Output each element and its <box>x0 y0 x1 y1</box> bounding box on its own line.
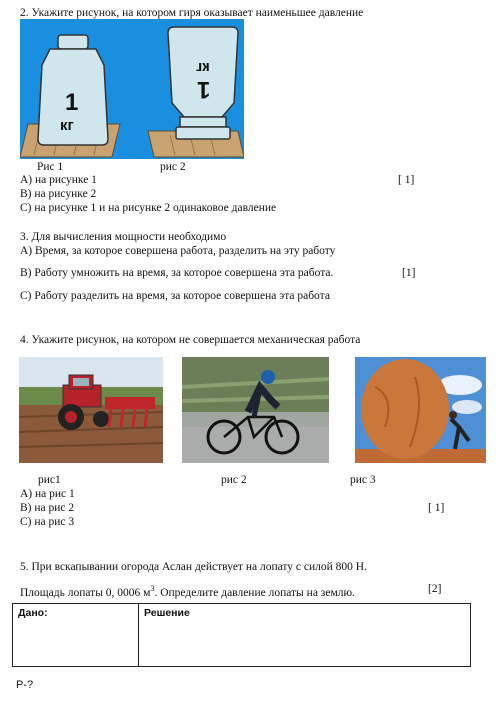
q3-option-b: В) Работу умножить на время, за которое совершена эта работа. <box>20 267 334 279</box>
given-label: Дано: <box>18 607 48 619</box>
answer-table <box>12 603 471 667</box>
tractor-photo <box>19 357 163 463</box>
weight2-unit: кг <box>196 59 210 76</box>
q4-caption-2: рис 2 <box>221 474 247 486</box>
q4-option-c: С) на рис 3 <box>20 516 75 528</box>
q4-caption-1: рис1 <box>38 474 61 486</box>
q5-line-1: 5. При вскапывании огорода Аслан действует на лопату с силой 800 Н. <box>20 561 367 573</box>
weights-figure <box>20 19 244 159</box>
solution-label: Решение <box>144 607 190 619</box>
given-cell[interactable] <box>13 604 139 667</box>
q3-title: 3. Для вычисления мощности необходимо <box>20 231 227 243</box>
weight2-mark: 1 <box>197 76 211 103</box>
q2-points: [ 1] <box>398 174 415 186</box>
cyclist-photo <box>182 357 329 463</box>
q4-points: [ 1] <box>428 502 445 514</box>
q5-question-text: . Определите давление лопаты на землю. <box>154 586 355 599</box>
q2-option-c: С) на рисунке 1 и на рисунке 2 одинаковое давление <box>20 202 277 214</box>
unknown-label: Р-? <box>16 679 34 691</box>
solution-cell[interactable] <box>139 604 471 667</box>
q4-caption-3: рис 3 <box>350 474 376 486</box>
weight1-mark: 1 <box>65 89 79 116</box>
q3-option-a: А) Время, за которое совершена работа, разделить на эту работу <box>20 245 336 257</box>
q4-option-b: В) на рис 2 <box>20 502 75 514</box>
q4-title: 4. Укажите рисунок, на котором не совершается механическая работа <box>20 334 361 346</box>
q4-option-a: А) на рис 1 <box>20 488 75 500</box>
q2-title: 2. Укажите рисунок, на котором гиря оказывает наименьшее давление <box>20 7 364 19</box>
q2-caption-1: Рис 1 <box>37 161 64 173</box>
q3-option-c: С) Работу разделить на время, за которое совершена эта работа <box>20 290 330 302</box>
q5-area-text: Площадь лопаты 0, 0006 м <box>20 586 151 599</box>
q2-option-b: В) на рисунке 2 <box>20 188 97 200</box>
q5-area-exponent: 3 <box>150 584 155 593</box>
q5-line-2 <box>20 582 355 600</box>
q3-points: [1] <box>402 267 416 279</box>
q5-points: [2] <box>428 583 442 595</box>
rock-photo <box>355 357 486 463</box>
q2-caption-2: рис 2 <box>160 161 186 173</box>
q2-option-a: А) на рисунке 1 <box>20 174 97 186</box>
weight1-unit: кг <box>60 117 74 134</box>
